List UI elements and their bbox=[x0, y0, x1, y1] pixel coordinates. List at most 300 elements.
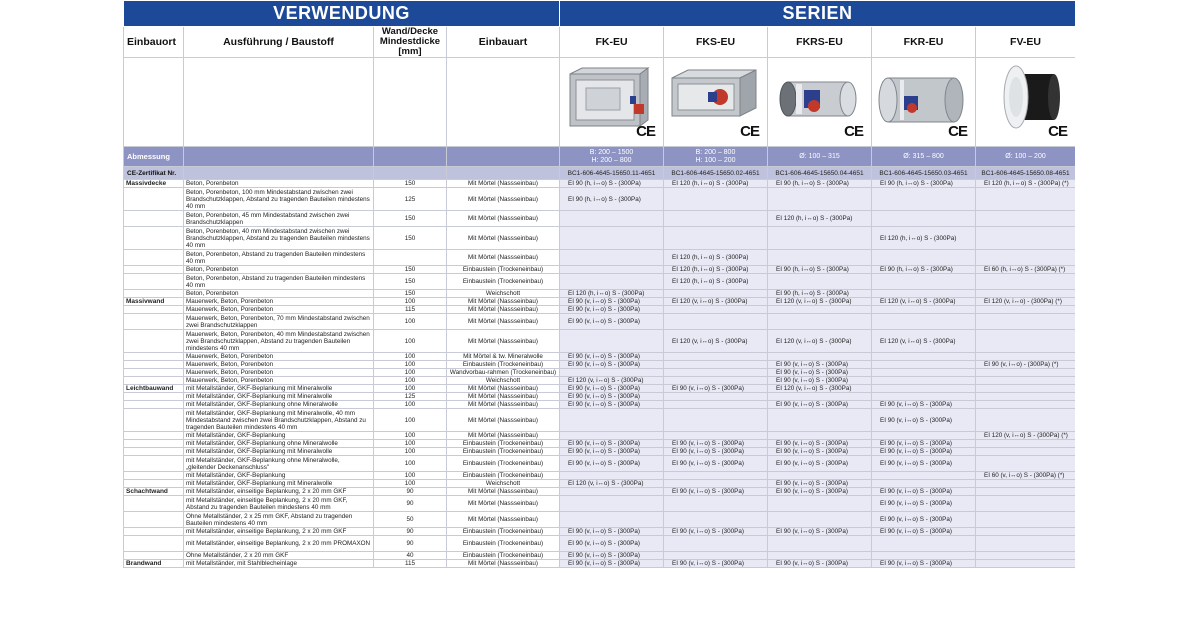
einbauart-cell: Mit Mörtel (Nassseinbau) bbox=[447, 401, 560, 409]
classification-cell: EI 120 (h, i↔o) S - (300Pa) bbox=[664, 180, 768, 188]
classification-cell bbox=[768, 472, 872, 480]
einbauort-cell bbox=[124, 440, 184, 448]
classification-cell: EI 90 (v, i↔o) S - (300Pa) bbox=[560, 528, 664, 536]
zertifikat-value: BC1-606-4645-15650.08-4651 bbox=[976, 167, 1076, 180]
einbauort-cell bbox=[124, 512, 184, 528]
classification-cell bbox=[768, 250, 872, 266]
classification-cell: EI 90 (v, i↔o) S - (300Pa) bbox=[664, 448, 768, 456]
mindestdicke-cell: 100 bbox=[374, 330, 447, 353]
einbauart-cell: Einbaustein (Trockeneinbau) bbox=[447, 274, 560, 290]
zertifikat-value: BC1-606-4645-15650.11-4651 bbox=[560, 167, 664, 180]
classification-cell: EI 90 (h, i↔o) S - (300Pa) bbox=[768, 290, 872, 298]
classification-cell bbox=[872, 306, 976, 314]
einbauart-cell: Mit Mörtel (Nassseinbau) bbox=[447, 250, 560, 266]
ausfuehrung-cell: Beton, Porenbeton, 40 mm Mindestabstand zwischen zwei Brandschutzklappen, Abstand zu tragenden Bauteilen mindestens 40 mm bbox=[184, 227, 374, 250]
mindestdicke-cell: 115 bbox=[374, 306, 447, 314]
classification-cell bbox=[664, 480, 768, 488]
matrix-table bbox=[123, 0, 1075, 568]
einbauort-cell bbox=[124, 306, 184, 314]
abmessung-value: B: 200 – 800 H: 100 – 200 bbox=[664, 147, 768, 167]
ausfuehrung-cell: mit Metallständer, GKF-Beplankung bbox=[184, 432, 374, 440]
classification-cell: EI 90 (v, i↔o) S - (300Pa) bbox=[664, 456, 768, 472]
classification-cell: EI 120 (v, i↔o) S - (300Pa) bbox=[560, 480, 664, 488]
classification-cell bbox=[560, 227, 664, 250]
ce-mark: CE bbox=[844, 123, 863, 140]
table-row bbox=[124, 488, 1076, 496]
ausfuehrung-cell: Mauerwerk, Beton, Porenbeton bbox=[184, 377, 374, 385]
classification-cell: EI 120 (h, i↔o) S - (300Pa) (*) bbox=[976, 180, 1076, 188]
matrix-body bbox=[124, 180, 1076, 568]
einbauort-cell: Schachtwand bbox=[124, 488, 184, 496]
classification-cell: EI 90 (v, i↔o) S - (300Pa) bbox=[872, 456, 976, 472]
classification-cell: EI 120 (h, i↔o) S - (300Pa) bbox=[768, 211, 872, 227]
table-row bbox=[124, 290, 1076, 298]
zertifikat-label: CE-Zertifikat Nr. bbox=[124, 167, 184, 180]
mindestdicke-cell: 150 bbox=[374, 180, 447, 188]
classification-cell bbox=[560, 250, 664, 266]
ausfuehrung-cell: mit Metallständer, GKF-Beplankung ohne Mineralwolle bbox=[184, 440, 374, 448]
einbauort-cell bbox=[124, 274, 184, 290]
abmessung-value: Ø: 100 – 315 bbox=[768, 147, 872, 167]
classification-cell: EI 90 (v, i↔o) S - (300Pa) bbox=[664, 488, 768, 496]
classification-cell bbox=[664, 432, 768, 440]
classification-cell: EI 90 (v, i↔o) S - (300Pa) bbox=[872, 496, 976, 512]
einbauort-cell bbox=[124, 266, 184, 274]
table-row bbox=[124, 480, 1076, 488]
classification-cell: EI 90 (h, i↔o) S - (300Pa) bbox=[560, 180, 664, 188]
ausfuehrung-cell: Mauerwerk, Beton, Porenbeton bbox=[184, 306, 374, 314]
classification-cell bbox=[768, 314, 872, 330]
classification-cell bbox=[560, 472, 664, 480]
table-row bbox=[124, 456, 1076, 472]
classification-cell: EI 90 (v, i↔o) S - (300Pa) bbox=[768, 560, 872, 568]
classification-cell bbox=[664, 369, 768, 377]
mindestdicke-cell: 100 bbox=[374, 369, 447, 377]
einbauart-cell: Mit Mörtel (Nassseinbau) bbox=[447, 512, 560, 528]
mindestdicke-cell: 50 bbox=[374, 512, 447, 528]
classification-cell bbox=[976, 560, 1076, 568]
ausfuehrung-cell: Beton, Porenbeton, 100 mm Mindestabstand zwischen zwei Brandschutzklappen, Abstand zu tragenden Bauteilen mindestens 40 mm bbox=[184, 188, 374, 211]
classification-cell: EI 90 (v, i↔o) S - (300Pa) bbox=[872, 488, 976, 496]
classification-cell: EI 120 (v, i↔o) S - (300Pa) bbox=[768, 385, 872, 393]
ausfuehrung-cell: Mauerwerk, Beton, Porenbeton, 70 mm Mindestabstand zwischen zwei Brandschutzklappen bbox=[184, 314, 374, 330]
classification-cell: EI 90 (v, i↔o) S - (300Pa) bbox=[768, 448, 872, 456]
mindestdicke-cell: 90 bbox=[374, 536, 447, 552]
einbauort-cell bbox=[124, 480, 184, 488]
ausfuehrung-cell: Mauerwerk, Beton, Porenbeton, 40 mm Mindestabstand zwischen zwei Brandschutzklappen, Abstand zu tragenden Bauteilen mindestens 40 mm bbox=[184, 330, 374, 353]
table-row bbox=[124, 472, 1076, 480]
mindestdicke-cell: 100 bbox=[374, 377, 447, 385]
einbauart-cell: Mit Mörtel (Nassseinbau) bbox=[447, 488, 560, 496]
classification-cell bbox=[560, 409, 664, 432]
classification-cell bbox=[976, 552, 1076, 560]
classification-cell bbox=[976, 306, 1076, 314]
table-row bbox=[124, 330, 1076, 353]
mindestdicke-cell: 40 bbox=[374, 552, 447, 560]
ausfuehrung-cell: mit Metallständer, GKF-Beplankung mit Mineralwolle, 40 mm Mindestabstand zwischen zwei Brandschutzklappen, Abstand zu tragenden Bauteilen mindestens 40 mm bbox=[184, 409, 374, 432]
classification-cell bbox=[976, 290, 1076, 298]
classification-cell: EI 120 (v, i↔o) S - (300Pa) (*) bbox=[976, 432, 1076, 440]
mindestdicke-cell: 100 bbox=[374, 361, 447, 369]
table-row bbox=[124, 377, 1076, 385]
col-wand-mindestdicke: Wand/Decke Mindestdicke [mm] bbox=[374, 27, 447, 58]
table-row bbox=[124, 401, 1076, 409]
classification-cell: EI 90 (v, i↔o) S - (300Pa) bbox=[872, 440, 976, 448]
classification-cell bbox=[560, 369, 664, 377]
ausfuehrung-cell: mit Metallständer, GKF-Beplankung mit Mineralwolle bbox=[184, 480, 374, 488]
table-row bbox=[124, 227, 1076, 250]
product-cell-fv-eu bbox=[976, 58, 1076, 147]
mindestdicke-cell: 100 bbox=[374, 314, 447, 330]
einbauart-cell: Einbaustein (Trockeneinbau) bbox=[447, 456, 560, 472]
classification-cell bbox=[872, 314, 976, 330]
classification-cell bbox=[664, 401, 768, 409]
classification-cell bbox=[872, 369, 976, 377]
classification-cell bbox=[664, 552, 768, 560]
classification-cell bbox=[560, 211, 664, 227]
classification-cell: EI 90 (v, i↔o) S - (300Pa) bbox=[560, 440, 664, 448]
mindestdicke-cell: 100 bbox=[374, 440, 447, 448]
ausfuehrung-cell: mit Metallständer, einseitige Beplankung, 2 x 20 mm GKF bbox=[184, 528, 374, 536]
classification-cell bbox=[768, 432, 872, 440]
einbauort-cell: Massivdecke bbox=[124, 180, 184, 188]
classification-cell bbox=[560, 496, 664, 512]
classification-cell bbox=[976, 250, 1076, 266]
classification-cell: EI 120 (h, i↔o) S - (300Pa) bbox=[872, 227, 976, 250]
classification-cell bbox=[976, 353, 1076, 361]
mindestdicke-cell: 115 bbox=[374, 560, 447, 568]
einbauort-cell: Leichtbauwand bbox=[124, 385, 184, 393]
classification-cell: EI 90 (v, i↔o) S - (300Pa) bbox=[560, 552, 664, 560]
classification-cell bbox=[768, 274, 872, 290]
classification-cell bbox=[976, 536, 1076, 552]
classification-cell bbox=[872, 377, 976, 385]
classification-cell bbox=[664, 361, 768, 369]
classification-cell: EI 120 (h, i↔o) S - (300Pa) bbox=[664, 274, 768, 290]
classification-cell bbox=[976, 528, 1076, 536]
ausfuehrung-cell: Ohne Metallständer, 2 x 20 mm GKF bbox=[184, 552, 374, 560]
classification-cell bbox=[560, 512, 664, 528]
classification-cell: EI 90 (v, i↔o) S - (300Pa) bbox=[768, 528, 872, 536]
classification-cell bbox=[872, 552, 976, 560]
abmessung-label: Abmessung bbox=[124, 147, 184, 167]
table-row bbox=[124, 250, 1076, 266]
zertifikat-spacer bbox=[184, 167, 374, 180]
classification-cell bbox=[976, 512, 1076, 528]
classification-cell: EI 90 (v, i↔o) S - (300Pa) bbox=[872, 448, 976, 456]
mindestdicke-cell: 150 bbox=[374, 290, 447, 298]
zertifikat-value: BC1-606-4645-15650.02-4651 bbox=[664, 167, 768, 180]
einbauart-cell: Mit Mörtel (Nassseinbau) bbox=[447, 188, 560, 211]
classification-cell bbox=[976, 456, 1076, 472]
classification-cell bbox=[872, 536, 976, 552]
classification-cell: EI 90 (v, i↔o) S - (300Pa) bbox=[768, 369, 872, 377]
einbauort-cell bbox=[124, 211, 184, 227]
einbauort-cell bbox=[124, 314, 184, 330]
abmessung-spacer bbox=[374, 147, 447, 167]
classification-cell: EI 90 (v, i↔o) S - (300Pa) bbox=[872, 560, 976, 568]
mindestdicke-cell: 100 bbox=[374, 409, 447, 432]
classification-cell bbox=[872, 480, 976, 488]
classification-cell bbox=[872, 385, 976, 393]
table-row bbox=[124, 314, 1076, 330]
ce-mark: CE bbox=[1048, 123, 1068, 140]
classification-cell bbox=[664, 314, 768, 330]
classification-cell: EI 90 (v, i↔o) S - (300Pa) bbox=[664, 385, 768, 393]
classification-cell: EI 90 (v, i↔o) S - (300Pa) bbox=[768, 361, 872, 369]
einbauart-cell: Weichschott bbox=[447, 290, 560, 298]
classification-cell: EI 90 (h, i↔o) S - (300Pa) bbox=[872, 180, 976, 188]
classification-cell bbox=[976, 369, 1076, 377]
ausfuehrung-cell: Beton, Porenbeton, Abstand zu tragenden Bauteilen mindestens 40 mm bbox=[184, 250, 374, 266]
einbauart-cell: Mit Mörtel (Nassseinbau) bbox=[447, 385, 560, 393]
classification-cell: EI 90 (v, i↔o) S - (300Pa) bbox=[560, 306, 664, 314]
abmessung-value: Ø: 315 – 800 bbox=[872, 147, 976, 167]
einbauart-cell: Einbaustein (Trockeneinbau) bbox=[447, 536, 560, 552]
classification-cell bbox=[664, 377, 768, 385]
table-row bbox=[124, 298, 1076, 306]
classification-cell bbox=[664, 227, 768, 250]
einbauart-cell: Mit Mörtel (Nassseinbau) bbox=[447, 314, 560, 330]
table-row bbox=[124, 496, 1076, 512]
table-row bbox=[124, 552, 1076, 560]
classification-cell bbox=[872, 353, 976, 361]
classification-cell bbox=[768, 552, 872, 560]
einbauort-cell bbox=[124, 361, 184, 369]
classification-cell: EI 90 (h, i↔o) S - (300Pa) bbox=[872, 266, 976, 274]
ausfuehrung-cell: mit Metallständer, GKF-Beplankung mit Mineralwolle bbox=[184, 385, 374, 393]
ausfuehrung-cell: Ohne Metallständer, 2 x 25 mm GKF, Abstand zu tragenden Bauteilen mindestens 40 mm bbox=[184, 512, 374, 528]
classification-cell bbox=[664, 211, 768, 227]
einbauart-cell: Einbaustein (Trockeneinbau) bbox=[447, 552, 560, 560]
einbauart-cell: Einbaustein (Trockeneinbau) bbox=[447, 528, 560, 536]
mindestdicke-cell: 90 bbox=[374, 528, 447, 536]
classification-cell bbox=[976, 274, 1076, 290]
classification-cell: EI 90 (h, i↔o) S - (300Pa) bbox=[560, 188, 664, 211]
zertifikat-spacer bbox=[374, 167, 447, 180]
classification-cell: EI 90 (v, i↔o) S - (300Pa) bbox=[560, 361, 664, 369]
classification-cell: EI 90 (v, i↔o) S - (300Pa) bbox=[664, 560, 768, 568]
mindestdicke-cell: 100 bbox=[374, 456, 447, 472]
mindestdicke-cell: 150 bbox=[374, 227, 447, 250]
mindestdicke-cell: 100 bbox=[374, 401, 447, 409]
classification-cell bbox=[768, 353, 872, 361]
table-row bbox=[124, 432, 1076, 440]
classification-cell bbox=[664, 188, 768, 211]
zertifikat-spacer bbox=[447, 167, 560, 180]
classification-cell bbox=[976, 488, 1076, 496]
classification-cell: EI 90 (v, i↔o) S - (300Pa) bbox=[560, 448, 664, 456]
abmessung-spacer bbox=[447, 147, 560, 167]
einbauort-cell bbox=[124, 377, 184, 385]
classification-cell bbox=[664, 290, 768, 298]
mindestdicke-cell: 100 bbox=[374, 448, 447, 456]
classification-cell bbox=[872, 393, 976, 401]
mindestdicke-cell: 100 bbox=[374, 298, 447, 306]
classification-cell bbox=[976, 393, 1076, 401]
einbauart-cell: Mit Mörtel (Nassseinbau) bbox=[447, 180, 560, 188]
mindestdicke-cell: 150 bbox=[374, 211, 447, 227]
ausfuehrung-cell: Beton, Porenbeton bbox=[184, 290, 374, 298]
table-row bbox=[124, 385, 1076, 393]
table-row bbox=[124, 353, 1076, 361]
col-series-fks-eu: FKS-EU bbox=[664, 27, 768, 58]
classification-cell: EI 90 (h, i↔o) S - (300Pa) bbox=[768, 266, 872, 274]
einbauort-cell bbox=[124, 496, 184, 512]
col-series-fv-eu: FV-EU bbox=[976, 27, 1076, 58]
classification-cell: EI 60 (h, i↔o) S - (300Pa) (*) bbox=[976, 266, 1076, 274]
classification-cell bbox=[976, 385, 1076, 393]
einbauart-cell: Mit Mörtel (Nassseinbau) bbox=[447, 306, 560, 314]
classification-cell bbox=[976, 448, 1076, 456]
einbauort-cell bbox=[124, 432, 184, 440]
col-einbauart: Einbauart bbox=[447, 27, 560, 58]
classification-cell bbox=[872, 472, 976, 480]
classification-cell bbox=[768, 409, 872, 432]
table-row bbox=[124, 369, 1076, 377]
classification-cell bbox=[872, 361, 976, 369]
einbauort-cell bbox=[124, 472, 184, 480]
classification-cell bbox=[560, 488, 664, 496]
classification-cell bbox=[872, 188, 976, 211]
classification-cell bbox=[768, 188, 872, 211]
serien-header: SERIEN bbox=[560, 1, 1076, 27]
einbauart-cell: Weichschott bbox=[447, 480, 560, 488]
einbauart-cell: Einbaustein (Trockeneinbau) bbox=[447, 266, 560, 274]
classification-cell bbox=[976, 314, 1076, 330]
ausfuehrung-cell: mit Metallständer, GKF-Beplankung mit Mineralwolle bbox=[184, 448, 374, 456]
mindestdicke-cell: 150 bbox=[374, 266, 447, 274]
fks-eu-damper-icon bbox=[668, 68, 760, 128]
classification-cell bbox=[976, 211, 1076, 227]
einbauart-cell: Wandvorbau-rahmen (Trockeneinbau) bbox=[447, 369, 560, 377]
einbauort-cell: Brandwand bbox=[124, 560, 184, 568]
ausfuehrung-cell: mit Metallständer, GKF-Beplankung mit Mineralwolle bbox=[184, 393, 374, 401]
mindestdicke-cell bbox=[374, 250, 447, 266]
mindestdicke-cell: 100 bbox=[374, 353, 447, 361]
classification-cell: EI 120 (v, i↔o) S - (300Pa) bbox=[872, 298, 976, 306]
einbauort-cell bbox=[124, 552, 184, 560]
ausfuehrung-cell: mit Metallständer, mit Stahlblecheinlage bbox=[184, 560, 374, 568]
mindestdicke-cell: 90 bbox=[374, 496, 447, 512]
table-row bbox=[124, 448, 1076, 456]
classification-cell: EI 120 (h, i↔o) S - (300Pa) bbox=[664, 250, 768, 266]
table-row bbox=[124, 266, 1076, 274]
ausfuehrung-cell: Mauerwerk, Beton, Porenbeton bbox=[184, 298, 374, 306]
einbauort-cell bbox=[124, 528, 184, 536]
classification-cell: EI 90 (v, i↔o) S - (300Pa) bbox=[768, 440, 872, 448]
abmessung-spacer bbox=[184, 147, 374, 167]
einbauart-cell: Mit Mörtel (Nassseinbau) bbox=[447, 409, 560, 432]
fkrs-eu-damper-icon bbox=[774, 72, 862, 128]
image-spacer bbox=[374, 58, 447, 147]
einbauart-cell: Mit Mörtel (Nassseinbau) bbox=[447, 393, 560, 401]
table-row bbox=[124, 361, 1076, 369]
classification-cell bbox=[664, 409, 768, 432]
table-row bbox=[124, 274, 1076, 290]
image-spacer bbox=[447, 58, 560, 147]
table-row bbox=[124, 560, 1076, 568]
einbauort-cell bbox=[124, 409, 184, 432]
ausfuehrung-cell: mit Metallständer, GKF-Beplankung ohne Mineralwolle bbox=[184, 401, 374, 409]
ce-mark: CE bbox=[636, 123, 655, 140]
classification-cell bbox=[872, 290, 976, 298]
zertifikat-value: BC1-606-4645-15650.03-4651 bbox=[872, 167, 976, 180]
table-row bbox=[124, 536, 1076, 552]
table-row bbox=[124, 211, 1076, 227]
einbauort-cell bbox=[124, 393, 184, 401]
ausfuehrung-cell: Beton, Porenbeton, Abstand zu tragenden Bauteilen mindestens 40 mm bbox=[184, 274, 374, 290]
einbauort-cell: Massivwand bbox=[124, 298, 184, 306]
classification-cell bbox=[560, 274, 664, 290]
col-series-fkrs-eu: FKRS-EU bbox=[768, 27, 872, 58]
classification-cell bbox=[560, 330, 664, 353]
product-cell-fkr-eu bbox=[872, 58, 976, 147]
classification-cell bbox=[976, 227, 1076, 250]
verwendung-header: VERWENDUNG bbox=[124, 1, 560, 27]
classification-cell bbox=[664, 393, 768, 401]
classification-cell: EI 90 (v, i↔o) - (300Pa) (*) bbox=[976, 361, 1076, 369]
einbauart-cell: Einbaustein (Trockeneinbau) bbox=[447, 448, 560, 456]
fire-damper-matrix bbox=[123, 0, 1075, 630]
table-row bbox=[124, 393, 1076, 401]
ausfuehrung-cell: Mauerwerk, Beton, Porenbeton bbox=[184, 369, 374, 377]
classification-cell bbox=[872, 274, 976, 290]
classification-cell: EI 120 (v, i↔o) S - (300Pa) bbox=[664, 298, 768, 306]
ausfuehrung-cell: mit Metallständer, einseitige Beplankung, 2 x 20 mm GKF bbox=[184, 488, 374, 496]
classification-cell: EI 90 (v, i↔o) S - (300Pa) bbox=[768, 377, 872, 385]
classification-cell: EI 120 (v, i↔o) S - (300Pa) bbox=[664, 330, 768, 353]
einbauart-cell: Einbaustein (Trockeneinbau) bbox=[447, 440, 560, 448]
classification-cell bbox=[768, 512, 872, 528]
classification-cell: EI 90 (v, i↔o) S - (300Pa) bbox=[872, 512, 976, 528]
classification-cell bbox=[872, 250, 976, 266]
classification-cell: EI 120 (h, i↔o) S - (300Pa) bbox=[560, 290, 664, 298]
einbauort-cell bbox=[124, 456, 184, 472]
einbauort-cell bbox=[124, 227, 184, 250]
classification-cell bbox=[976, 401, 1076, 409]
einbauart-cell: Mit Mörtel (Nassseinbau) bbox=[447, 227, 560, 250]
zertifikat-value: BC1-606-4645-15650.04-4651 bbox=[768, 167, 872, 180]
classification-cell bbox=[872, 211, 976, 227]
ausfuehrung-cell: mit Metallständer, einseitige Beplankung, 2 x 20 mm GKF, Abstand zu tragenden Bauteilen mindestens 40 mm bbox=[184, 496, 374, 512]
einbauart-cell: Mit Mörtel (Nassseinbau) bbox=[447, 211, 560, 227]
table-row bbox=[124, 409, 1076, 432]
einbauort-cell bbox=[124, 330, 184, 353]
classification-cell: EI 90 (v, i↔o) S - (300Pa) bbox=[872, 409, 976, 432]
mindestdicke-cell: 125 bbox=[374, 393, 447, 401]
classification-cell: EI 90 (v, i↔o) S - (300Pa) bbox=[768, 401, 872, 409]
classification-cell: EI 90 (v, i↔o) S - (300Pa) bbox=[560, 536, 664, 552]
classification-cell bbox=[560, 266, 664, 274]
product-cell-fks-eu bbox=[664, 58, 768, 147]
table-row bbox=[124, 188, 1076, 211]
col-series-fk-eu: FK-EU bbox=[560, 27, 664, 58]
mindestdicke-cell: 100 bbox=[374, 385, 447, 393]
table-row bbox=[124, 180, 1076, 188]
einbauart-cell: Mit Mörtel (Nassseinbau) bbox=[447, 496, 560, 512]
classification-cell bbox=[768, 536, 872, 552]
einbauart-cell: Mit Mörtel (Nassseinbau) bbox=[447, 330, 560, 353]
image-spacer bbox=[184, 58, 374, 147]
classification-cell: EI 60 (v, i↔o) S - (300Pa) (*) bbox=[976, 472, 1076, 480]
abmessung-value: Ø: 100 – 200 bbox=[976, 147, 1076, 167]
classification-cell bbox=[976, 188, 1076, 211]
einbauort-cell bbox=[124, 448, 184, 456]
image-spacer bbox=[124, 58, 184, 147]
classification-cell bbox=[560, 432, 664, 440]
ce-mark: CE bbox=[740, 123, 759, 140]
